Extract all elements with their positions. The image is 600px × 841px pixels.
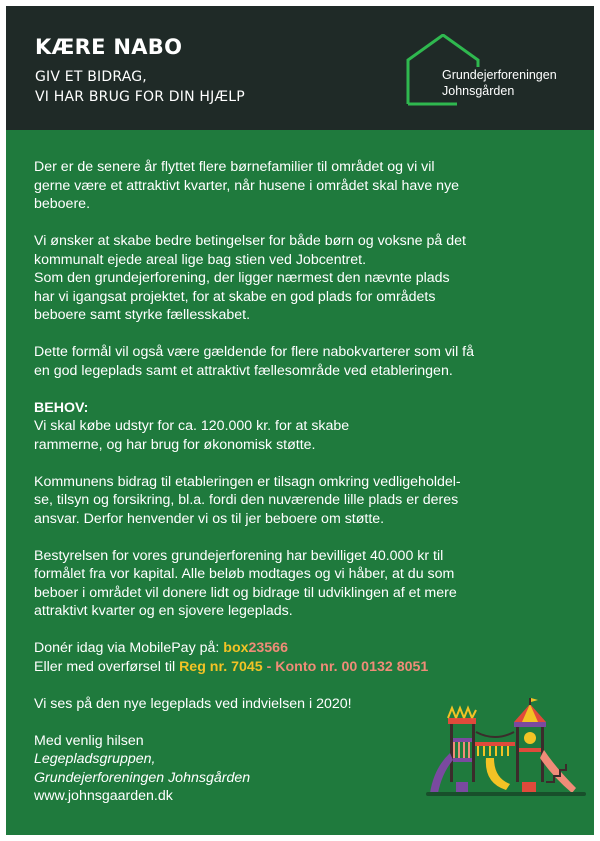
behov-heading: BEHOV: bbox=[34, 399, 89, 416]
reg-number: Reg nr. 7045 bbox=[179, 658, 263, 675]
mobilepay-number: 23566 bbox=[248, 640, 288, 656]
paragraph-municipality: Kommunens bidrag til etableringen er tilsagn omkring vedligeholdel- se, tilsyn og forsikring, bl.a. fordi den nuværende lille plads er deres ansvar. Derfor henvender vi os til jer beboere om støtte. bbox=[34, 473, 461, 527]
subtitle bbox=[35, 67, 245, 107]
logo-line-2: Johnsgården bbox=[442, 84, 515, 98]
subtitle-line-1: GIV ET BIDRAG, bbox=[35, 69, 147, 85]
page-title: KÆRE NABO bbox=[35, 35, 183, 59]
logo-line-1: Grundejerforeningen bbox=[442, 68, 557, 82]
paragraph-goal: Vi ønsker at skabe bedre betingelser for både børn og voksne på det kommunalt ejede areal lige bag stien ved Jobcentret. Som den grundejerforening, der ligger nærmest den nævnte plads har vi igangsat projektet, for at skabe en god plads for områdets beboere samt styrke fællesskabet. bbox=[34, 233, 466, 323]
paragraph-donate: Donér idag via MobilePay på: box23566 Eller med overførsel til Reg nr. 7045 - Konto nr. 00 0132 8051 bbox=[34, 640, 429, 675]
subtitle-line-2: VI HAR BRUG FOR DIN HJÆLP bbox=[35, 89, 245, 105]
paragraph-needs: BEHOV: Vi skal købe udstyr for ca. 120.000 kr. for at skabe rammerne, og har brug for økonomisk støtte. bbox=[34, 399, 350, 453]
website-link[interactable]: www.johnsgaarden.dk bbox=[34, 788, 173, 804]
account-number: Konto nr. 00 0132 8051 bbox=[275, 658, 429, 675]
flyer bbox=[6, 6, 594, 835]
paragraph-closing: Vi ses på den nye legeplads ved indvielsen i 2020! bbox=[34, 695, 352, 712]
logo-text bbox=[442, 67, 557, 99]
mobilepay-box: box bbox=[223, 640, 249, 656]
paragraph-purpose: Dette formål vil også være gældende for flere nabokvarterer som vil få en god legeplads samt et attraktivt fællesområde ved etableringen. bbox=[34, 344, 475, 379]
header-bar bbox=[6, 6, 594, 130]
paragraph-intro: Der er de senere år flyttet flere børnefamilier til området og vi vil gerne være et attraktivt kvarter, når husene i området skal have nye beboere. bbox=[34, 159, 460, 212]
paragraph-board: Bestyrelsen for vores grundejerforening har bevilliget 40.000 kr til formålet fra vor kapital. Alle beløb modtages og vi håber, at du som beboer i området vil donere lidt og bidrage til udviklingen af et mere attraktivt kvarter og en sjovere legeplads. bbox=[34, 547, 457, 619]
signature: Med venlig hilsen Legepladsgruppen, Grundejerforeningen Johnsgården www.johnsgaarden.dk bbox=[34, 732, 251, 804]
playground-illustration bbox=[426, 698, 586, 808]
